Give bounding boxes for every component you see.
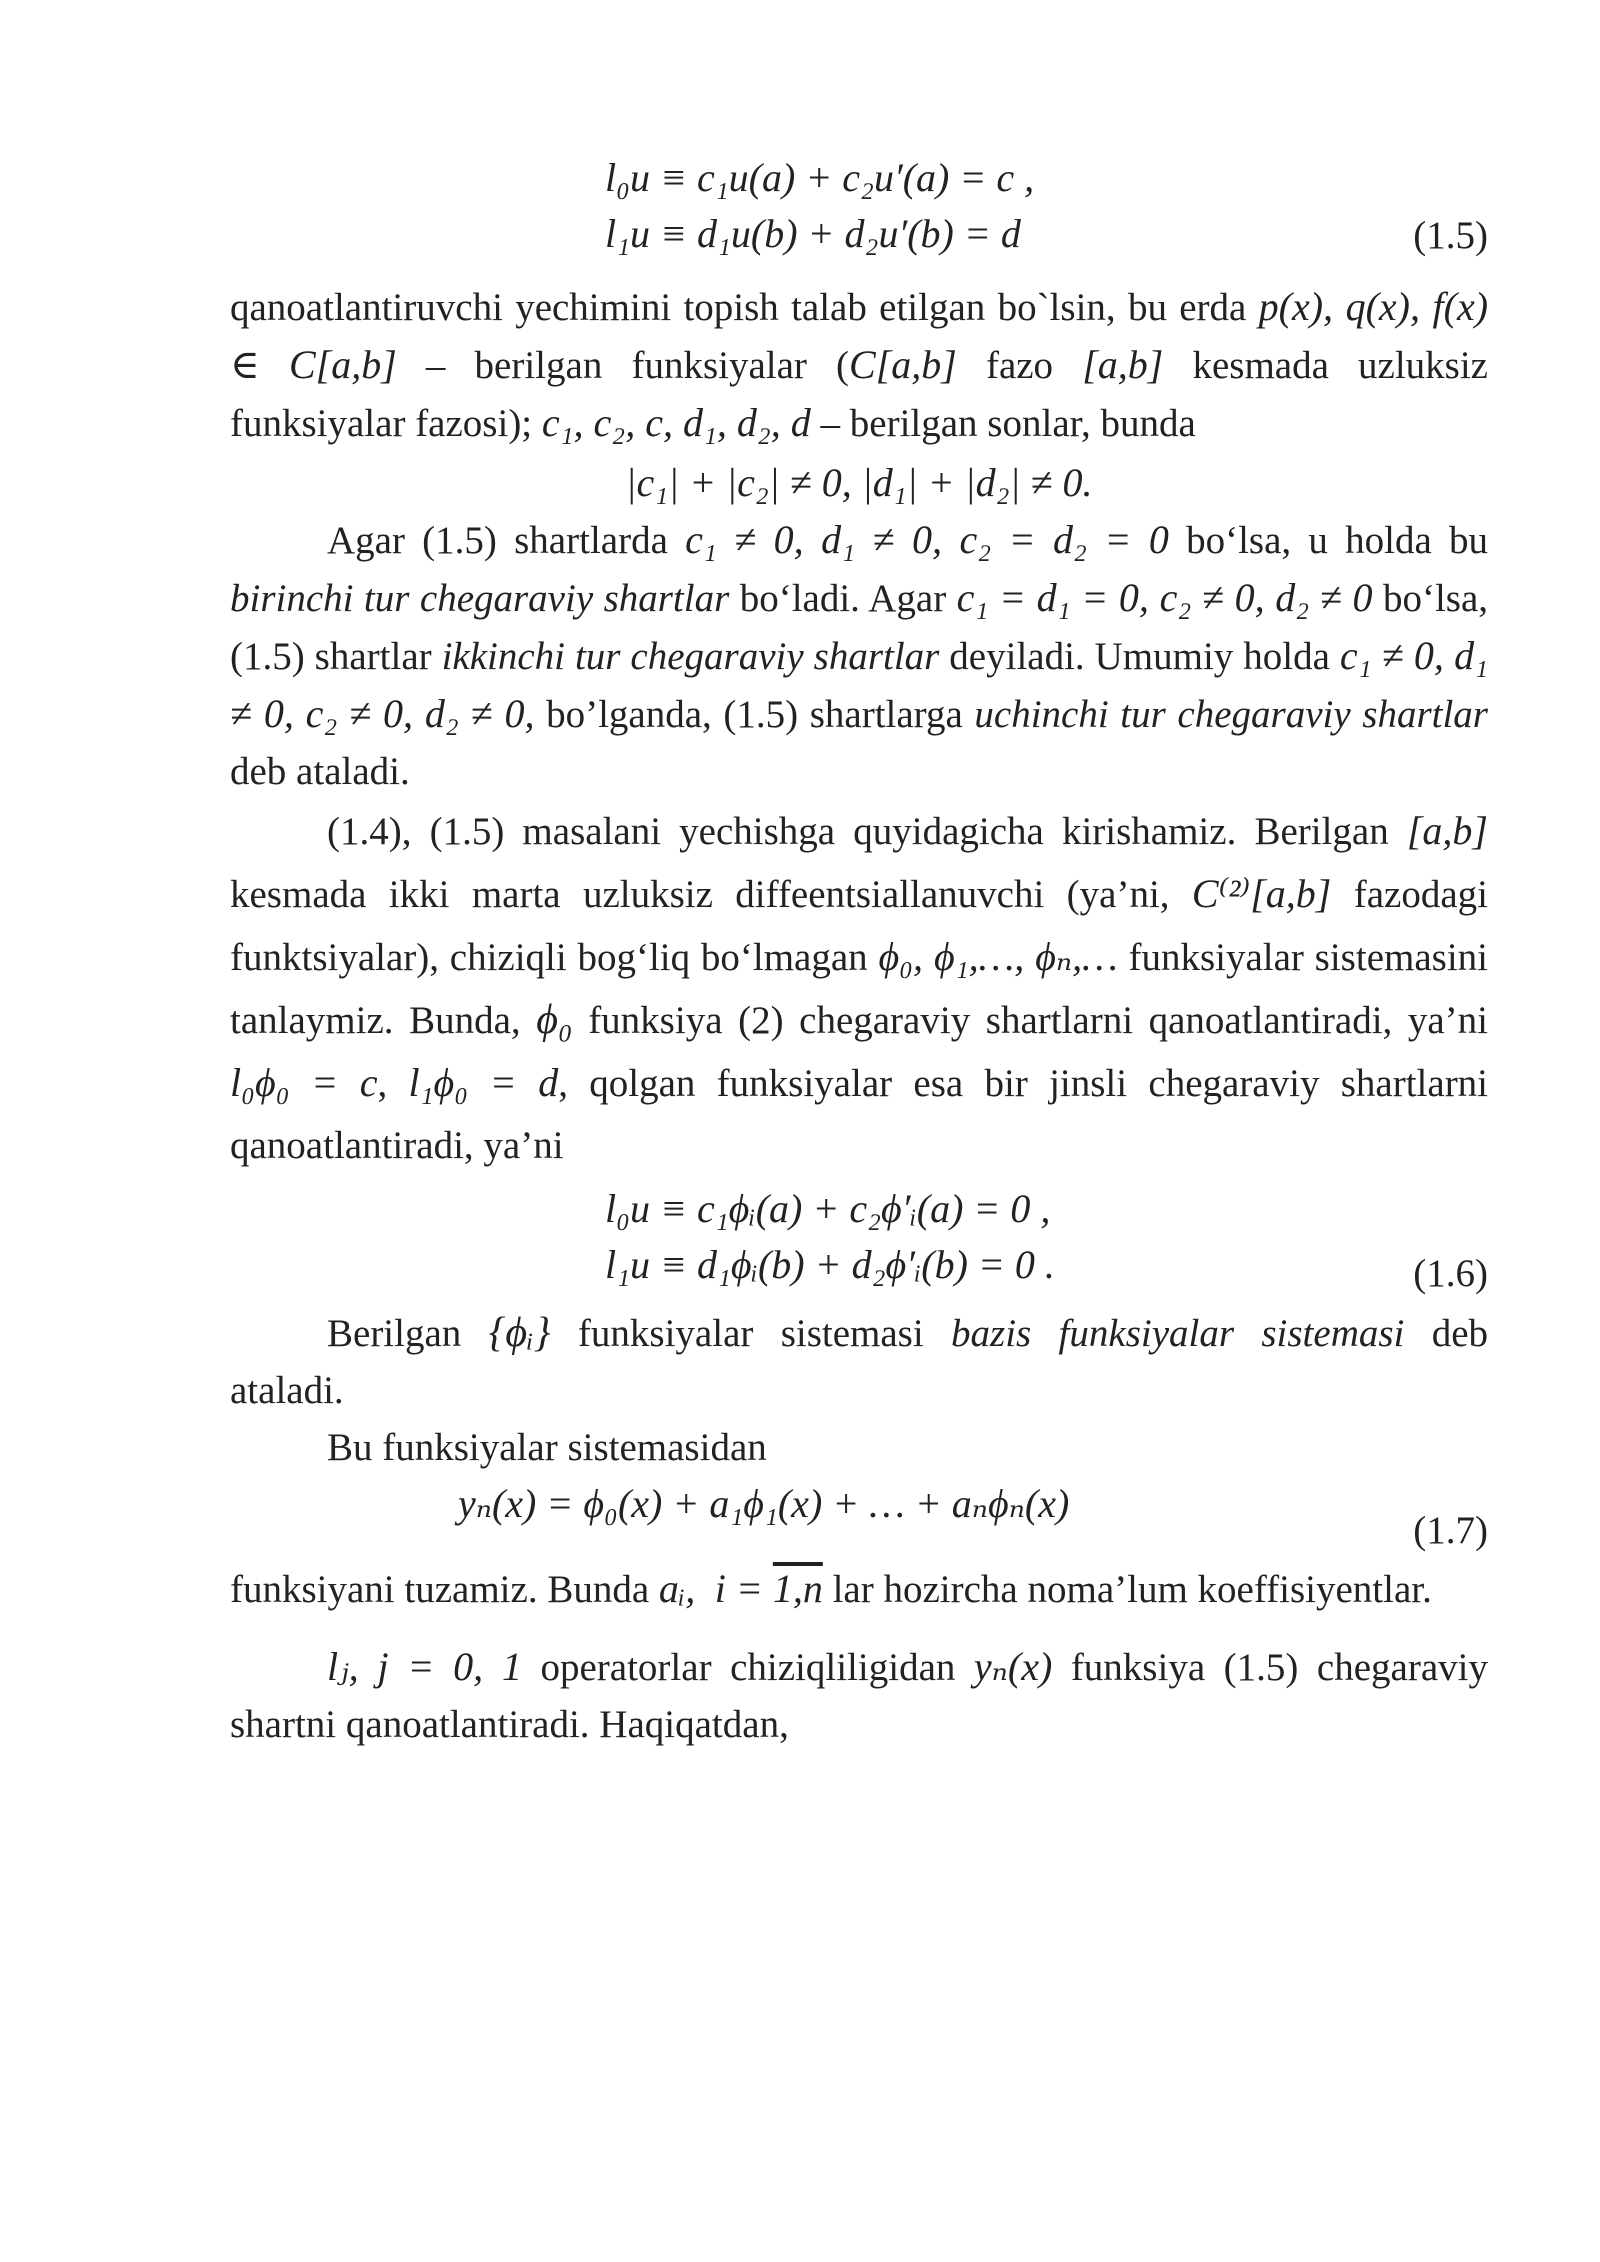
equation-number: (1.6) [1413, 1252, 1488, 1295]
paragraph [230, 800, 1488, 1177]
math-inline: c₁, c₂, c, d₁, d₂, d [541, 400, 811, 445]
condition-formula: |c₁| + |c₂| ≠ 0, |d₁| + |d₂| ≠ 0. [625, 460, 1093, 505]
equation-number: (1.7) [1413, 1509, 1488, 1552]
text-run: bo‘ladi. Agar [729, 577, 957, 620]
text-run: – berilgan funksiyalar ( [396, 344, 850, 387]
text-run: bo‘lsa, (1.5) shartlar [230, 577, 1489, 678]
math-inline: i = [714, 1566, 773, 1611]
math-inline: ϕ₀ [536, 997, 573, 1043]
text-run: (1.4), (1.5) masalani yechishga quyidagicha kirishamiz. Berilgan [327, 810, 1407, 853]
text-run: funksiyalar sistemasi [550, 1312, 952, 1355]
math-inline: [a,b] [1082, 342, 1164, 387]
paragraph [230, 1560, 1488, 1618]
math-inline: c₁ ≠ 0, d₁ ≠ 0, c₂ = d₂ = 0 [685, 517, 1169, 562]
text-run: kesmada ikki marta uzluksiz diffeentsiallanuvchi (ya’ni, [230, 873, 1192, 916]
text-run: funksiya (2) chegaraviy shartlarni qanoatlantiradi, ya’ni [572, 999, 1488, 1042]
text-run: funksiyalar sistemasini tanlaymiz. Bunda, [230, 936, 1488, 1042]
equation-number: (1.5) [1413, 214, 1488, 257]
math-inline: p(x), q(x), f(x) ∈ C[a,b] [230, 284, 1489, 387]
text-run: , [377, 1062, 409, 1105]
math-inline: c₁ = d₁ = 0, c₂ ≠ 0, d₂ ≠ 0 [956, 575, 1373, 620]
text-run: – berilgan sonlar, bunda [810, 402, 1196, 445]
italic-term: bazis funksiyalar sistemasi [951, 1312, 1405, 1355]
text-run: deyiladi. Umumiy holda [939, 635, 1340, 678]
text-run: Agar (1.5) shartlarda [327, 519, 686, 562]
italic-term: uchinchi tur chegaraviy shartlar [974, 693, 1488, 736]
math-inline: yₙ(x) [973, 1644, 1053, 1689]
text-run: kesmada uzluksiz funksiyalar fazosi); [230, 344, 1488, 445]
math-inline: c₁ ≠ 0, d₁ ≠ 0, c₂ ≠ 0, d₂ ≠ 0, [230, 633, 1488, 736]
equation-line: l₁u ≡ d₁u(b) + d₂u′(b) = d [605, 211, 1021, 256]
text-run: funksiya (1.5) chegaraviy shartni qanoatlantiradi. Haqiqatdan, [230, 1646, 1488, 1746]
math-inline: C⁽²⁾[a,b] [1191, 871, 1332, 916]
document-page [230, 150, 1488, 1753]
math-inline: ϕ₀, ϕ₁,…, ϕₙ,… [878, 934, 1118, 979]
math-inline: C[a,b] [849, 342, 957, 387]
paragraph [230, 278, 1488, 452]
equation-1-6 [605, 1181, 1488, 1293]
math-inline-overline: 1,n [772, 1566, 823, 1611]
paragraph [230, 511, 1488, 800]
math-inline: l₁ϕ₀ = d [408, 1060, 559, 1105]
text-run: lar hozircha noma’lum koeffisiyentlar. [822, 1568, 1432, 1611]
text-run: fazodagi funktsiyalar), chiziqli bog‘liq bo‘lmagan [230, 873, 1488, 979]
text-run: Bu funksiyalar sistemasidan [327, 1426, 767, 1469]
text-run: Berilgan [327, 1312, 489, 1355]
equation-1-7 [458, 1476, 1488, 1536]
math-inline: {ϕᵢ} [488, 1310, 551, 1356]
paragraph [230, 1305, 1488, 1419]
paragraph [230, 1419, 1488, 1476]
equation-line: l₁u ≡ d₁ϕᵢ(b) + d₂ϕ′ᵢ(b) = 0 . [605, 1242, 1055, 1287]
text-run: deb ataladi. [230, 750, 410, 793]
text-run: bo‘lsa, u holda bu [1168, 519, 1488, 562]
math-inline: l₀ϕ₀ = c [230, 1060, 378, 1105]
text-run: qanoatlantiruvchi yechimini topish talab etilgan bo`lsin, bu erda [230, 286, 1259, 329]
text-run: , qolgan funksiyalar esa bir jinsli chegaraviy shartlarni qanoatlantiradi, ya’ni [230, 1062, 1489, 1167]
equation-line: l₀u ≡ c₁ϕᵢ(a) + c₂ϕ′ᵢ(a) = 0 , [605, 1186, 1051, 1231]
math-inline: [a,b] [1406, 808, 1488, 853]
paragraph [230, 1638, 1488, 1753]
text-run: operatorlar chiziqliligidan [521, 1646, 974, 1689]
equation-line: l₀u ≡ c₁u(a) + c₂u′(a) = c , [605, 155, 1035, 200]
italic-term: birinchi tur chegaraviy shartlar [230, 577, 730, 620]
text-run: bo’lganda, (1.5) shartlarga [534, 693, 975, 736]
text-run: fazo [956, 344, 1083, 387]
equation-line: yₙ(x) = ϕ₀(x) + a₁ϕ₁(x) + … + aₙϕₙ(x) [458, 1481, 1070, 1526]
math-inline: lⱼ, j = 0, 1 [327, 1644, 522, 1689]
equation-1-5 [605, 150, 1488, 264]
math-inline: aᵢ, [658, 1566, 696, 1611]
text-run: deb ataladi. [230, 1312, 1489, 1412]
italic-term: ikkinchi tur chegaraviy shartlar [441, 635, 940, 678]
text-run: funksiyani tuzamiz. Bunda [230, 1568, 659, 1611]
